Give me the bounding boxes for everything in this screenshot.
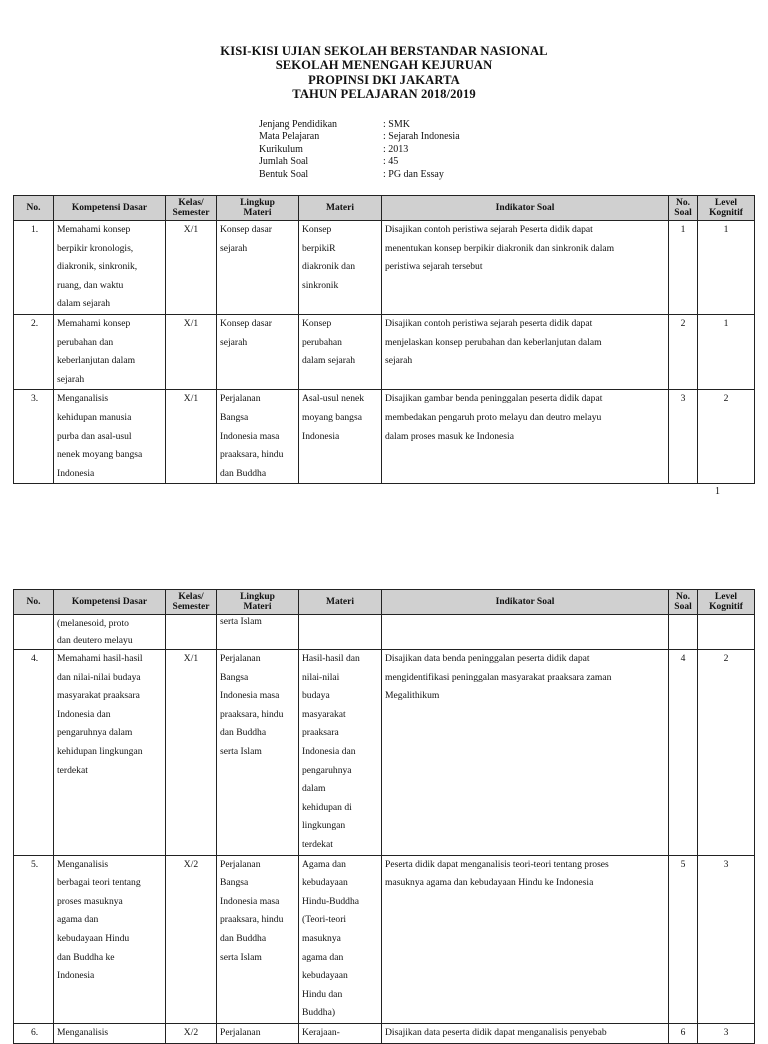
cell-lingkup-materi: Konsep dasar sejarah [217, 314, 299, 389]
cell-indikator-soal: Peserta didik dapat menganalisis teori-teori tentang proses masuknya agama dan kebudayaan Hindu ke Indonesia [382, 855, 669, 1023]
title-line-1: KISI-KISI UJIAN SEKOLAH BERSTANDAR NASIONAL [220, 44, 548, 58]
cell-lingkup-materi: Konsep dasar sejarah [217, 221, 299, 315]
document-page-2 [0, 560, 768, 1038]
cell-indikator-soal: Disajikan data peserta didik dapat menganalisis penyebab [382, 1023, 669, 1043]
page-number: 1 [715, 486, 720, 497]
header-kelas-semester: Kelas/ Semester [166, 590, 217, 615]
cell-lingkup-materi: Perjalanan Bangsa Indonesia masa praaksara, hindu dan Buddha [217, 390, 299, 484]
cell-materi: Konsep berpikiR diakronik dan sinkronik [299, 221, 382, 315]
document-meta [259, 119, 460, 181]
cell-indikator-soal: Disajikan contoh peristiwa sejarah Peserta didik dapat menentukan konsep berpikir diakronik dan sinkronik dalam peristiwa sejarah tersebut [382, 221, 669, 315]
header-kelas-semester: Kelas/ Semester [166, 196, 217, 221]
header-no-soal: No. Soal [669, 590, 698, 615]
cell-lingkup-materi: Perjalanan Bangsa Indonesia masa praaksara, hindu dan Buddha serta Islam [217, 650, 299, 856]
cell-level-kognitif: 1 [698, 221, 755, 315]
cell-materi: Konsep perubahan dalam sejarah [299, 314, 382, 389]
header-level-kognitif: Level Kognitif [698, 590, 755, 615]
cell-indikator-soal: Disajikan contoh peristiwa sejarah peserta didik dapat menjelaskan konsep perubahan dan keberlanjutan dalam sejarah [382, 314, 669, 389]
cell-level-kognitif: 3 [698, 1023, 755, 1043]
cell-lingkup-materi: serta Islam [217, 615, 299, 650]
table-row [14, 221, 755, 315]
table-row-continuation [14, 615, 755, 650]
meta-row [259, 169, 460, 181]
cell-no: 5. [14, 855, 54, 1023]
cell-no-soal: 6 [669, 1023, 698, 1043]
document-title [0, 44, 768, 102]
cell-materi: Hasil-hasil dan nilai-nilai budaya masyarakat praaksara Indonesia dan pengaruhnya dalam kehidupan di lingkungan terdekat [299, 650, 382, 856]
table-row [14, 390, 755, 484]
kisi-kisi-table-page-2 [13, 589, 755, 1044]
cell-no: 2. [14, 314, 54, 389]
cell-materi: Asal-usul nenek moyang bangsa Indonesia [299, 390, 382, 484]
cell-level-kognitif: 2 [698, 650, 755, 856]
cell-kelas-semester: X/2 [166, 1023, 217, 1043]
meta-row [259, 131, 460, 143]
title-line-4: TAHUN PELAJARAN 2018/2019 [292, 87, 476, 102]
meta-label-kurikulum: Kurikulum [259, 143, 303, 155]
cell-kompetensi-dasar: (melanesoid, proto dan deutero melayu [54, 615, 166, 650]
cell-kompetensi-dasar: Memahami konsep berpikir kronologis, diakronik, sinkronik, ruang, dan waktu dalam sejarah [54, 221, 166, 315]
cell-lingkup-materi: Perjalanan Bangsa Indonesia masa praaksara, hindu dan Buddha serta Islam [217, 855, 299, 1023]
table-header-row [14, 590, 755, 615]
cell-kelas-semester [166, 615, 217, 650]
table-row [14, 650, 755, 856]
cell-no-soal: 3 [669, 390, 698, 484]
meta-value-bentuk: : PG dan Essay [383, 168, 444, 180]
cell-no: 1. [14, 221, 54, 315]
header-no: No. [14, 590, 54, 615]
cell-no-soal: 4 [669, 650, 698, 856]
cell-no [14, 615, 54, 650]
header-no-soal: No. Soal [669, 196, 698, 221]
meta-row [259, 156, 460, 168]
cell-level-kognitif: 2 [698, 390, 755, 484]
header-lingkup-materi: Lingkup Materi [217, 196, 299, 221]
table-row [14, 1023, 755, 1043]
cell-materi [299, 615, 382, 650]
cell-kelas-semester: X/1 [166, 314, 217, 389]
meta-value-mapel: : Sejarah Indonesia [383, 131, 460, 143]
cell-indikator-soal [382, 615, 669, 650]
cell-materi: Agama dan kebudayaan Hindu-Buddha (Teori-teori masuknya agama dan kebudayaan Hindu dan Buddha) [299, 855, 382, 1023]
title-line-2: SEKOLAH MENENGAH KEJURUAN [275, 58, 493, 73]
cell-level-kognitif [698, 615, 755, 650]
cell-kompetensi-dasar: Menganalisis kehidupan manusia purba dan asal-usul nenek moyang bangsa Indonesia [54, 390, 166, 484]
cell-kompetensi-dasar: Menganalisis berbagai teori tentang proses masuknya agama dan kebudayaan Hindu dan Buddha ke Indonesia [54, 855, 166, 1023]
header-indikator-soal: Indikator Soal [382, 590, 669, 615]
cell-level-kognitif: 1 [698, 314, 755, 389]
cell-kelas-semester: X/2 [166, 855, 217, 1023]
cell-kompetensi-dasar: Memahami hasil-hasil dan nilai-nilai budaya masyarakat praaksara Indonesia dan pengaruhnya dalam kehidupan lingkungan terdekat [54, 650, 166, 856]
meta-label-mapel: Mata Pelajaran [259, 131, 320, 143]
cell-indikator-soal: Disajikan gambar benda peninggalan peserta didik dapat membedakan pengaruh proto melayu dan deutro melayu dalam proses masuk ke Indonesia [382, 390, 669, 484]
table-row [14, 314, 755, 389]
kisi-kisi-table-page-1 [13, 195, 755, 484]
cell-indikator-soal: Disajikan data benda peninggalan peserta didik dapat mengidentifikasi peninggalan masyarakat praaksara zaman Megalithikum [382, 650, 669, 856]
cell-no-soal: 5 [669, 855, 698, 1023]
cell-no-soal [669, 615, 698, 650]
header-kompetensi-dasar: Kompetensi Dasar [54, 590, 166, 615]
cell-kompetensi-dasar: Menganalisis [54, 1023, 166, 1043]
meta-value-kurikulum: : 2013 [383, 143, 409, 155]
meta-row [259, 119, 460, 131]
meta-value-jumlah: : 45 [383, 156, 399, 168]
meta-label-jumlah: Jumlah Soal [259, 156, 309, 168]
table-row [14, 855, 755, 1023]
cell-materi: Kerajaan- [299, 1023, 382, 1043]
header-materi: Materi [299, 590, 382, 615]
header-kompetensi-dasar: Kompetensi Dasar [54, 196, 166, 221]
meta-label-bentuk: Bentuk Soal [259, 168, 309, 180]
table-header-row [14, 196, 755, 221]
title-line-3: PROPINSI DKI JAKARTA [308, 72, 460, 87]
cell-kelas-semester: X/1 [166, 390, 217, 484]
cell-level-kognitif: 3 [698, 855, 755, 1023]
cell-no: 3. [14, 390, 54, 484]
cell-no: 6. [14, 1023, 54, 1043]
cell-kompetensi-dasar: Memahami konsep perubahan dan keberlanjutan dalam sejarah [54, 314, 166, 389]
meta-row [259, 144, 460, 156]
header-level-kognitif: Level Kognitif [698, 196, 755, 221]
cell-kelas-semester: X/1 [166, 650, 217, 856]
cell-no-soal: 1 [669, 221, 698, 315]
meta-label-jenjang: Jenjang Pendidikan [259, 119, 338, 130]
header-materi: Materi [299, 196, 382, 221]
cell-lingkup-materi: Perjalanan [217, 1023, 299, 1043]
header-no: No. [14, 196, 54, 221]
cell-no: 4. [14, 650, 54, 856]
cell-no-soal: 2 [669, 314, 698, 389]
header-lingkup-materi: Lingkup Materi [217, 590, 299, 615]
header-indikator-soal: Indikator Soal [382, 196, 669, 221]
cell-kelas-semester: X/1 [166, 221, 217, 315]
meta-value-jenjang: : SMK [383, 119, 410, 130]
